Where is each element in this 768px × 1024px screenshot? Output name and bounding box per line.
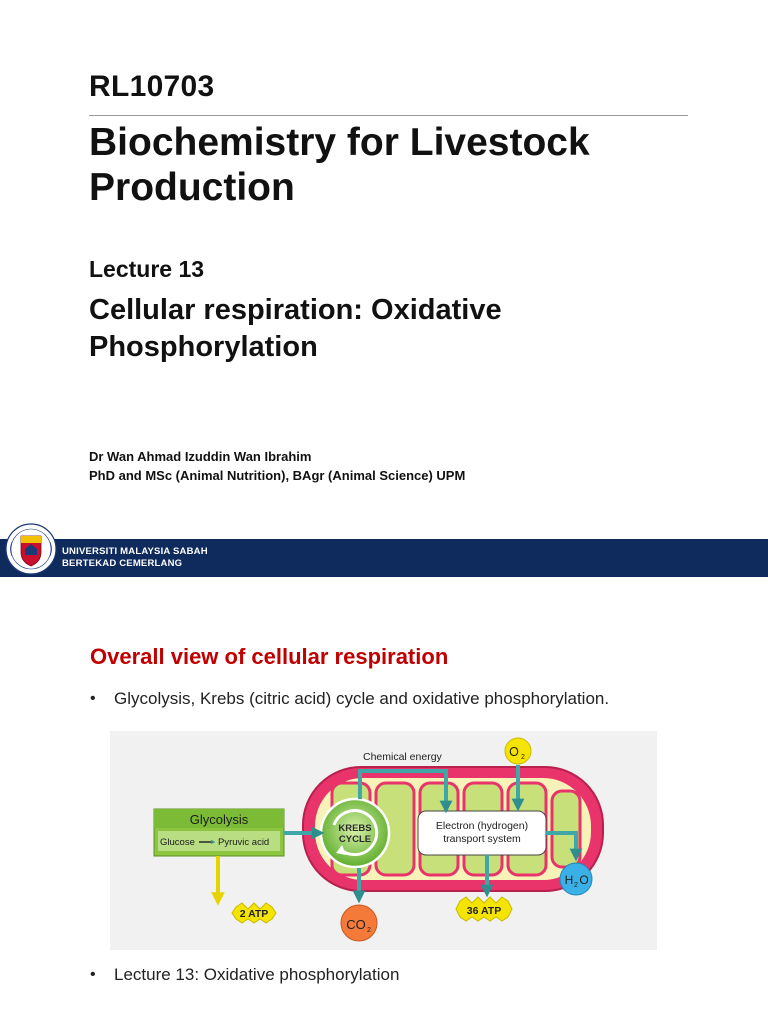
- university-motto: BERTEKAD CEMERLANG: [62, 558, 183, 569]
- bullet-text: Lecture 13: Oxidative phosphorylation: [114, 965, 400, 984]
- krebs-label-line2: CYCLE: [338, 834, 372, 845]
- co2-subscript: 2: [367, 927, 371, 934]
- lecture-number: Lecture 13: [89, 256, 205, 282]
- course-title: Biochemistry for Livestock Production: [89, 121, 590, 209]
- bullet-text: Glycolysis, Krebs (citric acid) cycle and oxidative phosphorylation.: [114, 689, 610, 708]
- bullet-marker: •: [90, 690, 96, 707]
- water-label-o: O: [579, 873, 589, 887]
- oxygen-subscript: 2: [521, 754, 525, 761]
- university-name: UNIVERSITI MALAYSIA SABAH: [62, 546, 208, 557]
- co2-label: CO: [346, 917, 366, 932]
- university-crest-logo: [4, 522, 58, 576]
- section-heading: Overall view of cellular respiration: [90, 644, 449, 669]
- water-subscript: 2: [574, 882, 578, 889]
- water-label-h: H: [564, 873, 574, 887]
- atp-2-label: 2 ATP: [239, 908, 269, 920]
- author-name: Dr Wan Ahmad Izuddin Wan Ibrahim: [89, 449, 312, 464]
- bullet-marker: •: [90, 966, 96, 983]
- atp-36-label: 36 ATP: [466, 905, 502, 917]
- title-divider: [89, 115, 688, 116]
- cellular-respiration-diagram: [110, 731, 657, 950]
- author-credentials: PhD and MSc (Animal Nutrition), BAgr (Animal Science) UPM: [89, 468, 466, 483]
- etc-label-line2: transport system: [443, 833, 521, 845]
- oxygen-label: O: [509, 745, 519, 759]
- chemical-energy-label: Chemical energy: [363, 751, 442, 763]
- pyruvic-acid-label: Pyruvic acid: [218, 837, 270, 848]
- glycolysis-label: Glycolysis: [189, 812, 249, 827]
- glucose-label: Glucose: [160, 837, 195, 848]
- lecture-title: Cellular respiration: Oxidative Phosphorylation: [89, 294, 502, 363]
- course-code: RL10703: [89, 70, 215, 103]
- etc-label-line1: Electron (hydrogen): [435, 820, 529, 832]
- krebs-label-line1: KREBS: [338, 823, 372, 834]
